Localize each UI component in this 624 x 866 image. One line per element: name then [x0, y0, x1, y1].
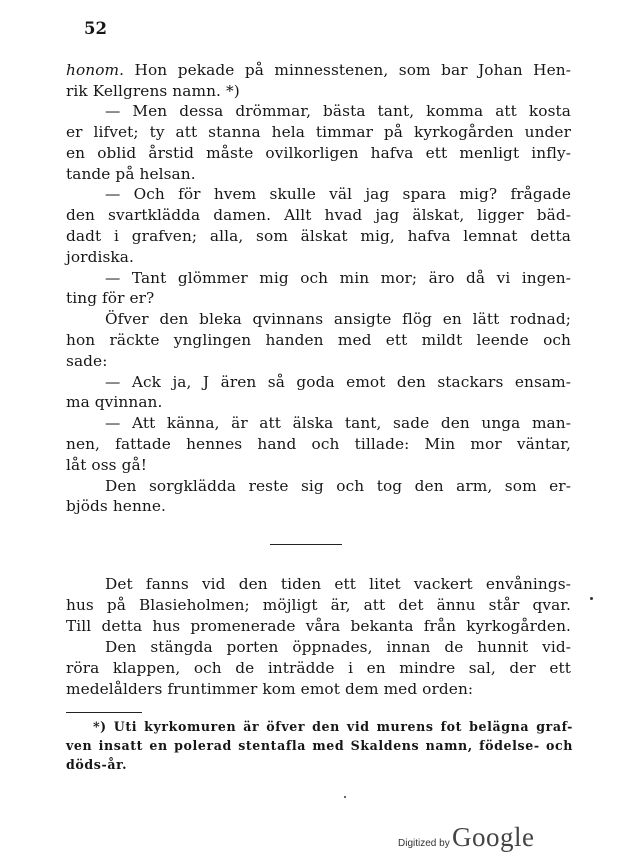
italic-word: honom.	[66, 61, 125, 79]
section-divider	[270, 544, 342, 545]
footnote-line: ven insatt en polerad stentafla med Skaldens namn, födelse- och	[66, 738, 573, 753]
text-line: rik Kellgrens namn. *)	[66, 82, 240, 100]
text-line	[66, 60, 571, 81]
text-line: nen, fattade hennes hand och tillade: Min mor väntar,	[66, 435, 571, 453]
text-line: tande på helsan.	[66, 165, 196, 183]
text-line: — Att känna, är att älska tant, sade den unga man-	[105, 414, 571, 432]
text-line: den svartklädda damen. Allt hvad jag älskat, ligger bäd-	[66, 206, 571, 224]
text-line: — Ack ja, J ären så goda emot den stackars ensam-	[105, 373, 571, 391]
text-line: en oblid årstid måste ovilkorligen hafva ett menligt infly-	[66, 144, 571, 162]
text-line: er lifvet; ty att stanna hela timmar på kyrkogården under	[66, 123, 571, 141]
text-line: jordiska.	[66, 248, 134, 266]
line-text: Hon pekade på minnesstenen, som bar Johan Hen-	[124, 61, 571, 79]
text-line: Det fanns vid den tiden ett litet vackert envånings-	[105, 575, 571, 593]
google-watermark-logo: Google	[452, 822, 535, 852]
text-line: Till detta hus promenerade våra bekanta från kyrkogården.	[66, 617, 571, 635]
scan-speck	[344, 796, 346, 798]
footnote-line: *) Uti kyrkomuren är öfver den vid murens fot belägna graf-	[93, 719, 573, 734]
scan-speck	[590, 597, 593, 600]
text-line: — Tant glömmer mig och min mor; äro då vi ingen-	[105, 269, 571, 287]
text-line: dadt i grafven; alla, som älskat mig, hafva lemnat detta	[66, 227, 571, 245]
text-line: Den sorgklädda reste sig och tog den arm, som er-	[105, 477, 571, 495]
text-line: hus på Blasieholmen; möjligt är, att det ännu står qvar.	[66, 596, 571, 614]
text-line: — Och för hvem skulle väl jag spara mig? frågade	[105, 185, 571, 203]
footnote-divider	[66, 712, 142, 713]
text-line: låt oss gå!	[66, 456, 147, 474]
page-number: 52	[84, 19, 107, 38]
text-line: ting för er?	[66, 289, 155, 307]
text-line: bjöds henne.	[66, 497, 166, 515]
text-line: Öfver den bleka qvinnans ansigte flög en lätt rodnad;	[105, 310, 571, 328]
footnote-line: döds-år.	[66, 757, 128, 772]
text-line: röra klappen, och de inträdde i en mindre sal, der ett	[66, 659, 571, 677]
text-line: sade:	[66, 352, 108, 370]
text-line: ma qvinnan.	[66, 393, 163, 411]
text-line: medelålders fruntimmer kom emot dem med orden:	[66, 680, 474, 698]
text-line: Den stängda porten öppnades, innan de hunnit vid-	[105, 638, 571, 656]
text-line: hon räckte ynglingen handen med ett mildt leende och	[66, 331, 571, 349]
digitized-by-label: Digitized by	[398, 838, 450, 849]
text-line: — Men dessa drömmar, bästa tant, komma att kosta	[105, 102, 571, 120]
